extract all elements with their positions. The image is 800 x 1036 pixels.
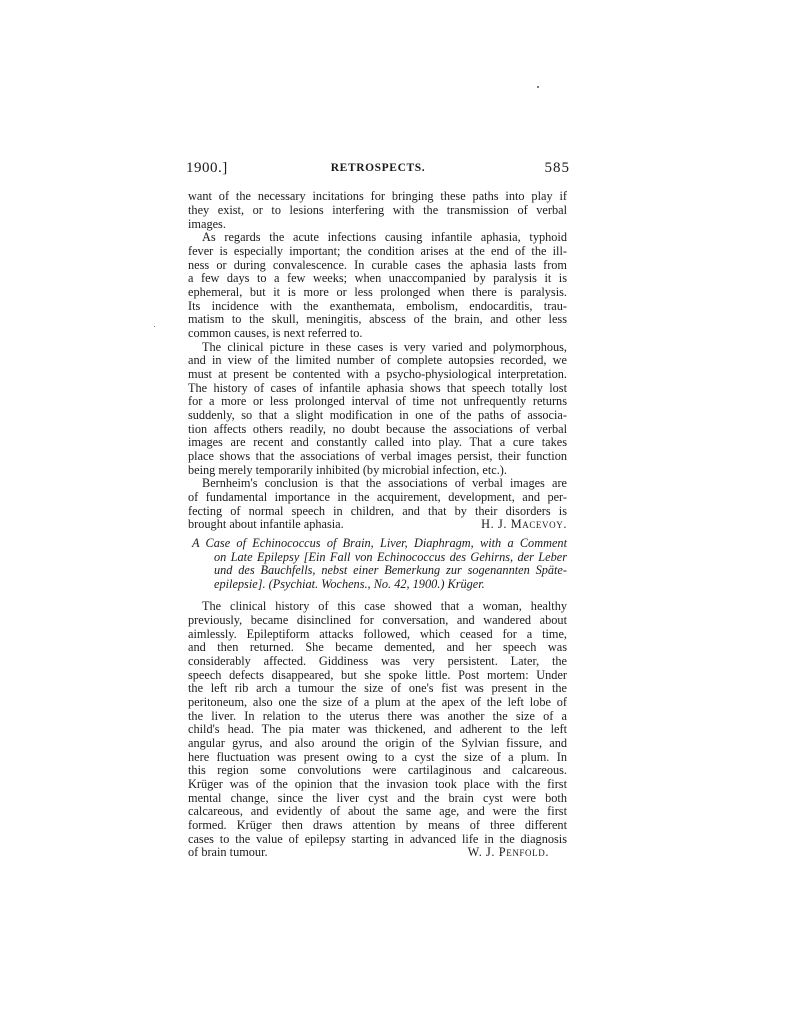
header-title: RETROSPECTS. [330,162,426,174]
text-line: place shows that the associations of verbal images persist, their function [188,449,567,463]
text-line: peritoneum, also one the size of a plum at the apex of the left lobe of [188,695,567,709]
text-line: and in view of the limited number of complete autopsies recorded, we [188,353,567,367]
text-line: of fundamental importance in the acquirement, development, and per- [188,490,567,504]
page-speck [537,86,539,88]
text-line: aimlessly. Epileptiform attacks followed, which ceased for a time, [188,627,567,641]
page-speck [154,326,155,327]
text-line: angular gyrus, and also around the origin of the Sylvian fissure, and [188,736,567,750]
text-line: ness or during convalescence. In curable cases the aphasia lasts from [188,258,567,272]
text-line: child's head. The pia mater was thickened, and adherent to the left [188,722,567,736]
text-line: The clinical picture in these cases is very varied and polymorphous, [202,340,567,354]
text-line: The history of cases of infantile aphasia shows that speech totally lost [188,381,567,395]
text-line: of brain tumour. [188,845,268,859]
text-line: fecting of normal speech in children, and that by their disorders is [188,504,567,518]
text-line: tion affects others readily, no doubt because the associations of verbal [188,422,567,436]
text-line: images. [188,217,226,231]
text-line: speech defects disappeared, but she spoke little. Post mortem: Under [188,668,567,682]
text-line: matism to the skull, meningitis, abscess of the brain, and other less [188,312,567,326]
text-line: for a more or less prolonged interval of time not unfrequently returns [188,394,567,408]
text-line: Krüger was of the opinion that the invasion took place with the first [188,777,567,791]
text-line: brought about infantile aphasia. [188,517,344,531]
text-line: cases to the value of epilepsy starting in advanced life in the diagnosis [188,832,567,846]
text-line: previously, became disinclined for conversation, and wandered about [188,613,567,627]
last-line-with-signature [188,845,567,859]
text-line: must at present be contented with a psycho-physiological interpretation. [188,367,567,381]
running-header [186,160,570,180]
text-line: ephemeral, but it is more or less prolonged when there is paralysis. [188,285,567,299]
author-signature: W. J. Penfold. [467,845,549,859]
text-line: the liver. In relation to the uterus there was another the size of a [188,709,567,723]
citation-line: A Case of Echinococcus of Brain, Liver, Diaphragm, with a Comment [192,536,567,550]
text-line: Bernheim's conclusion is that the associations of verbal images are [202,476,567,490]
text-line: As regards the acute infections causing infantile aphasia, typhoid [202,230,567,244]
text-line: a few days to a few weeks; when unaccompanied by paralysis it is [188,271,567,285]
text-line: suddenly, so that a slight modification in one of the paths of associa- [188,408,567,422]
text-line: here fluctuation was present owing to a cyst the size of a plum. In [188,750,567,764]
text-line: considerably affected. Giddiness was very persistent. Later, the [188,654,567,668]
citation-line: und des Bauchfells, nebst einer Bemerkung zur sogenannten Späte- [214,563,567,577]
header-year: 1900.] [186,160,228,176]
last-line-with-signature [188,517,567,531]
citation-line: epilepsie]. (Psychiat. Wochens., No. 42, 1900.) Krüger. [214,577,485,591]
citation-line: on Late Epilepsy [Ein Fall von Echinococcus des Gehirns, der Leber [214,550,567,564]
text-line: common causes, is next referred to. [188,326,363,340]
text-line: mental change, since the liver cyst and the brain cyst were both [188,791,567,805]
text-line: the left rib arch a tumour the size of one's fist was present in the [188,681,567,695]
text-line: calcareous, and evidently of about the same age, and were the first [188,804,567,818]
text-line: The clinical history of this case showed that a woman, healthy [202,599,567,613]
text-line: formed. Krüger then draws attention by means of three different [188,818,567,832]
text-line: being merely temporarily inhibited (by microbial infection, etc.). [188,463,507,477]
text-line: they exist, or to lesions interfering with the transmission of verbal [188,203,567,217]
page-number: 585 [544,160,570,176]
text-line: fever is especially important; the condition arises at the end of the ill- [188,244,567,258]
text-line: images are recent and constantly called into play. That a cure takes [188,435,567,449]
text-line: Its incidence with the exanthemata, embolism, endocarditis, trau- [188,299,567,313]
text-line: and then returned. She became demented, and her speech was [188,640,567,654]
author-signature: H. J. Macevoy. [481,517,567,531]
text-line: this region some convolutions were cartilaginous and calcareous. [188,763,567,777]
text-line: want of the necessary incitations for bringing these paths into play if [188,189,567,203]
